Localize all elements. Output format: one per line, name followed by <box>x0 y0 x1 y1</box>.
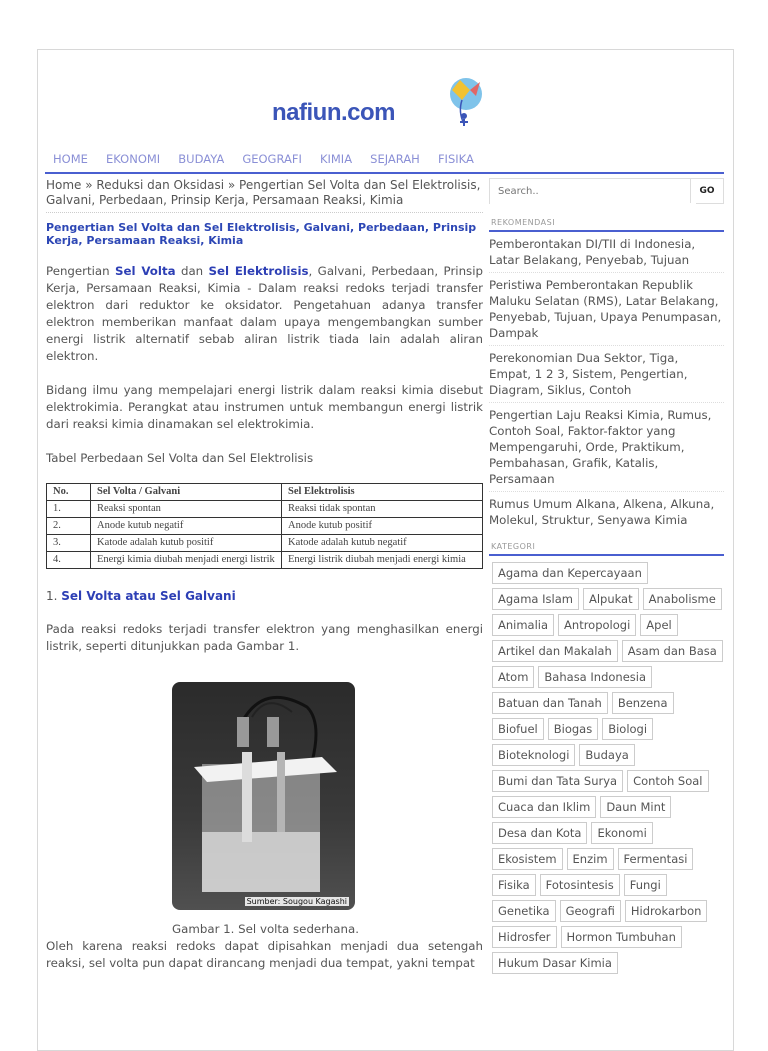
main-content <box>46 178 483 655</box>
category-tag[interactable]: Asam dan Basa <box>622 640 723 662</box>
category-tag[interactable]: Apel <box>640 614 677 636</box>
table-header: Sel Elektrolisis <box>282 484 483 501</box>
category-tag[interactable]: Antropologi <box>558 614 636 636</box>
category-tag[interactable]: Genetika <box>492 900 556 922</box>
main-nav <box>45 148 724 174</box>
category-tag[interactable]: Atom <box>492 666 534 688</box>
category-tag[interactable]: Biologi <box>602 718 653 740</box>
intro-paragraph: Pengertian Sel Volta dan Sel Elektrolisis, Galvani, Perbedaan, Prinsip Kerja, Persamaan Reaksi, Kimia - Dalam reaksi redoks terjadi transfer elektron dari reduktor ke oksidator. Pengetahuan adanya transfer elektron memberikan manfaat dalam upaya mengembangkan sumber energi listrik alternatif sebab aliran listrik tiada lain adalah aliran elektron. <box>46 264 483 363</box>
category-tag[interactable]: Contoh Soal <box>627 770 708 792</box>
category-tag[interactable]: Benzena <box>612 692 674 714</box>
paragraph-elektrokimia: Bidang ilmu yang mempelajari energi listrik dalam reaksi kimia disebut elektrokimia. Perangkat atau instrumen untuk membangun energi listrik dari reaksi kimia dinamakan sel elektrokimia. <box>46 383 483 431</box>
category-tag[interactable]: Hukum Dasar Kimia <box>492 952 618 974</box>
list-item[interactable]: Perekonomian Dua Sektor, Tiga, Empat, 1 2 3, Sistem, Pengertian, Diagram, Siklus, Contoh <box>489 346 724 403</box>
category-tag[interactable]: Batuan dan Tanah <box>492 692 608 714</box>
category-tag[interactable]: Budaya <box>579 744 634 766</box>
nav-fisika[interactable]: FISIKA <box>437 152 474 166</box>
nav-budaya[interactable]: BUDAYA <box>178 152 225 166</box>
category-tag[interactable]: Fisika <box>492 874 536 896</box>
category-tag[interactable]: Hidrokarbon <box>625 900 708 922</box>
volta-cell-illustration <box>172 682 355 910</box>
table-header: No. <box>47 484 91 501</box>
table-intro: Tabel Perbedaan Sel Volta dan Sel Elektrolisis <box>46 451 314 465</box>
category-tag[interactable]: Geografi <box>560 900 621 922</box>
table-row <box>47 535 483 552</box>
nav-home[interactable]: HOME <box>53 152 88 166</box>
category-tag[interactable]: Agama dan Kepercayaan <box>492 562 648 584</box>
category-tag[interactable]: Enzim <box>567 848 614 870</box>
category-tag[interactable]: Fotosintesis <box>540 874 620 896</box>
table-row <box>47 501 483 518</box>
breadcrumb[interactable]: Home » Reduksi dan Oksidasi » Pengertian Sel Volta dan Sel Elektrolisis, Galvani, Perbedaan, Prinsip Kerja, Persamaan Reaksi, Kimia <box>46 178 481 207</box>
category-tag[interactable]: Artikel dan Makalah <box>492 640 618 662</box>
list-item[interactable]: Rumus Umum Alkana, Alkena, Alkuna, Molekul, Struktur, Senyawa Kimia <box>489 497 715 527</box>
category-tag[interactable]: Agama Islam <box>492 588 579 610</box>
table-row <box>47 518 483 535</box>
table-header: Sel Volta / Galvani <box>91 484 282 501</box>
search-input[interactable] <box>490 180 696 204</box>
section-heading: 1. Sel Volta atau Sel Galvani <box>46 589 236 603</box>
table-cell: 4. <box>47 552 91 569</box>
volta-cell-photo <box>172 682 355 910</box>
category-tag[interactable]: Anabolisme <box>643 588 722 610</box>
category-tag[interactable]: Alpukat <box>583 588 639 610</box>
sel-elektrolisis-keyword: Sel Elektrolisis <box>208 264 309 278</box>
category-tag[interactable]: Fermentasi <box>618 848 694 870</box>
table-cell: Anode kutub negatif <box>91 518 282 535</box>
category-tag[interactable]: Daun Mint <box>600 796 671 818</box>
category-tag[interactable]: Fungi <box>624 874 667 896</box>
nav-kimia[interactable]: KIMIA <box>319 152 353 166</box>
sel-volta-keyword: Sel Volta <box>115 264 176 278</box>
table-cell: Reaksi spontan <box>91 501 282 518</box>
table-cell: Katode adalah kutub negatif <box>282 535 483 552</box>
nav-sejarah[interactable]: SEJARAH <box>370 152 420 166</box>
category-tag[interactable]: Ekonomi <box>591 822 652 844</box>
comparison-table <box>46 483 483 569</box>
image-caption: Gambar 1. Sel volta sederhana. <box>172 922 359 936</box>
nav-geografi[interactable]: GEOGRAFI <box>242 152 302 166</box>
list-item[interactable]: Pemberontakan DI/TII di Indonesia, Latar Belakang, Penyebab, Tujuan <box>489 232 724 273</box>
list-item[interactable]: Pengertian Laju Reaksi Kimia, Rumus, Contoh Soal, Faktor-faktor yang Mempengaruhi, Orde, Praktikum, Pembahasan, Grafik, Katalis, Persamaan <box>489 403 724 492</box>
table-cell: Katode adalah kutub positif <box>91 535 282 552</box>
category-tag[interactable]: Animalia <box>492 614 554 636</box>
table-cell: 3. <box>47 535 91 552</box>
paragraph-sel-volta: Oleh karena reaksi redoks dapat dipisahkan menjadi dua setengah reaksi, sel volta pun dapat dirancang menjadi dua tempat, yakni tempat <box>46 939 483 970</box>
recommendation-heading: REKOMENDASI <box>489 210 724 232</box>
table-row <box>47 552 483 569</box>
recommendation-list <box>489 232 724 532</box>
category-tag[interactable]: Ekosistem <box>492 848 563 870</box>
category-tag[interactable]: Biofuel <box>492 718 544 740</box>
list-item[interactable]: Peristiwa Pemberontakan Republik Maluku Selatan (RMS), Latar Belakang, Penyebab, Tujuan, Upaya Penumpasan, Dampak <box>489 273 724 346</box>
search-box <box>489 178 724 204</box>
category-tag[interactable]: Cuaca dan Iklim <box>492 796 596 818</box>
table-cell: Reaksi tidak spontan <box>282 501 483 518</box>
divider <box>46 212 483 213</box>
site-logo[interactable]: nafiun.com <box>272 99 396 126</box>
post-title[interactable]: Pengertian Sel Volta dan Sel Elektrolisis, Galvani, Perbedaan, Prinsip Kerja, Persamaan Reaksi, Kimia <box>46 221 477 247</box>
table-cell: 1. <box>47 501 91 518</box>
table-header-row <box>47 484 483 501</box>
kite-mascot-icon <box>436 72 496 132</box>
search-go-button[interactable]: GO <box>690 179 723 203</box>
category-heading: KATEGORI <box>489 534 724 556</box>
table-cell: Energi listrik diubah menjadi energi kimia <box>282 552 483 569</box>
category-tag[interactable]: Hormon Tumbuhan <box>561 926 682 948</box>
category-tag[interactable]: Desa dan Kota <box>492 822 587 844</box>
category-tags <box>489 556 724 976</box>
table-cell: Anode kutub positif <box>282 518 483 535</box>
table-cell: Energi kimia diubah menjadi energi listrik <box>91 552 282 569</box>
nav-ekonomi[interactable]: EKONOMI <box>105 152 161 166</box>
category-tag[interactable]: Bahasa Indonesia <box>538 666 652 688</box>
image-source: Sumber: Sougou Kagashi <box>246 897 347 906</box>
category-tag[interactable]: Bumi dan Tata Surya <box>492 770 623 792</box>
category-tag[interactable]: Hidrosfer <box>492 926 557 948</box>
paragraph-redoks: Pada reaksi redoks terjadi transfer elektron yang menghasilkan energi listrik, seperti ditunjukkan pada Gambar 1. <box>46 622 483 653</box>
table-cell: 2. <box>47 518 91 535</box>
category-tag[interactable]: Biogas <box>548 718 598 740</box>
sidebar <box>489 178 724 976</box>
category-tag[interactable]: Bioteknologi <box>492 744 575 766</box>
